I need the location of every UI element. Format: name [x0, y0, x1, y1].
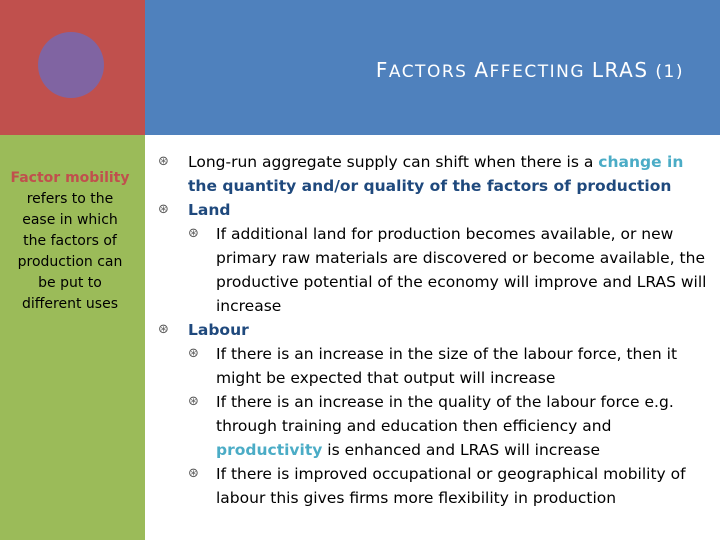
bullet-intro-text: Long-run aggregate supply can shift when there is a	[188, 153, 599, 171]
sub-bullet-text: If there is an increase in the quality of the labour force e.g. through training and education then efficiency and	[216, 393, 674, 435]
sub-bullet-text-end: is enhanced and LRAS will increase	[322, 441, 601, 459]
crosshair-circle-icon: ⊛	[158, 154, 169, 169]
crosshair-circle-icon: ⊛	[188, 226, 199, 241]
sub-bullet-labour-2	[158, 390, 710, 462]
crosshair-circle-icon: ⊛	[188, 346, 199, 361]
bullet-labour	[158, 318, 710, 342]
bullet-intro-bold: the quantity and/or quality of the factors of production	[188, 177, 672, 195]
crosshair-circle-icon: ⊛	[188, 394, 199, 409]
crosshair-circle-icon: ⊛	[188, 466, 199, 481]
sub-bullet-labour-1	[158, 342, 710, 390]
sub-bullet-highlight: productivity	[216, 441, 323, 459]
decorative-circle	[38, 32, 104, 98]
bullet-intro	[158, 150, 710, 198]
crosshair-circle-icon: ⊛	[158, 202, 169, 217]
side-note-bold: Factor mobility	[10, 170, 130, 186]
bullet-land	[158, 198, 710, 222]
bullet-intro-highlight: change in	[598, 153, 684, 171]
sub-bullet-text: If additional land for production becomes available, or new primary raw materials are discovered or become available, the productive potential of the economy will improve and LRAS will increase	[216, 225, 707, 315]
crosshair-circle-icon: ⊛	[158, 322, 169, 337]
slide-content	[158, 150, 710, 510]
sub-bullet-text: If there is an increase in the size of the labour force, then it might be expected that output will increase	[216, 345, 678, 387]
bullet-land-heading: Land	[188, 201, 231, 219]
sub-bullet-text: If there is improved occupational or geographical mobility of labour this gives firms more flexibility in production	[216, 465, 686, 507]
sub-bullet-land-1	[158, 222, 710, 318]
side-note-text: refers to the ease in which the factors of production can be put to different uses	[17, 191, 123, 312]
sub-bullet-labour-3	[158, 462, 710, 510]
bullet-labour-heading: Labour	[188, 321, 249, 339]
slide-title: FACTORS AFFECTING LRAS (1)	[375, 58, 684, 82]
side-note	[10, 168, 130, 315]
